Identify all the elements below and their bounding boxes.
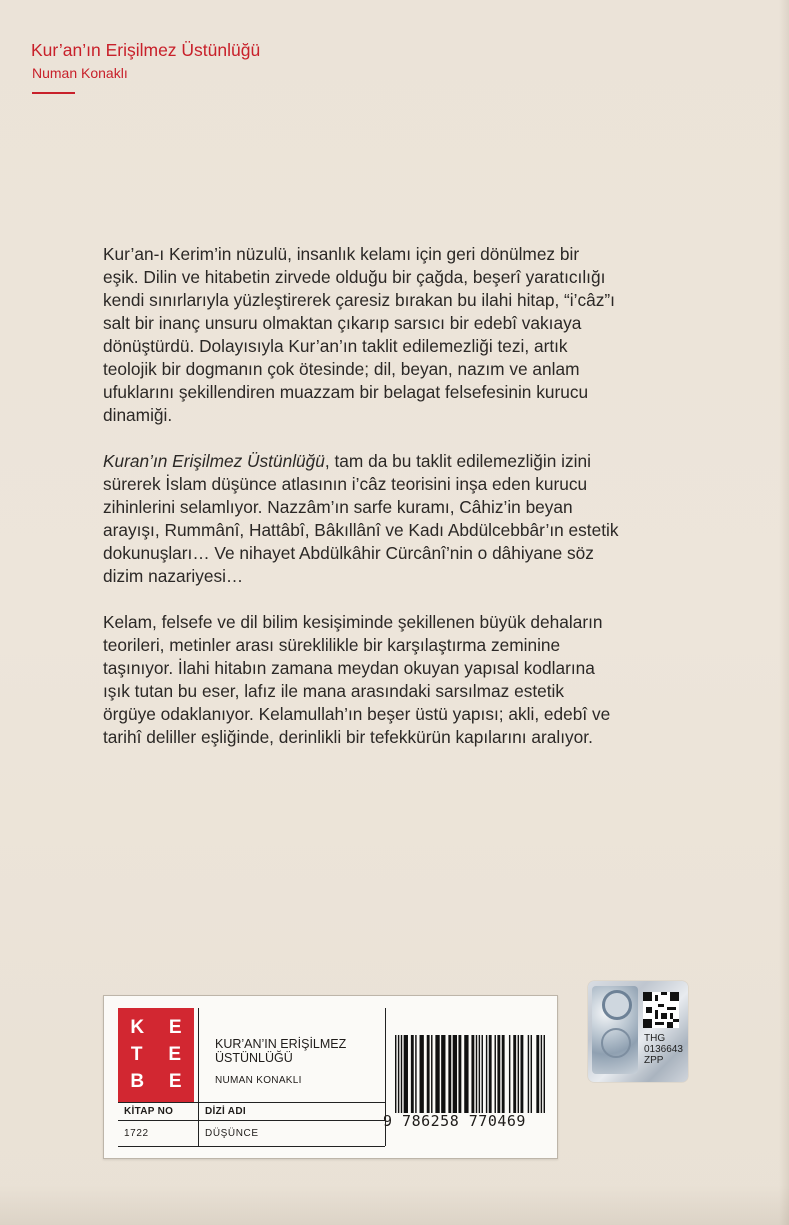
blurb-line-rest: , tam da bu taklit edilemezliğin izini xyxy=(324,451,591,471)
barcode-bar xyxy=(431,1035,432,1113)
blurb xyxy=(103,243,693,772)
barcode-bar xyxy=(398,1035,399,1113)
barcode-bar xyxy=(479,1035,480,1113)
label-rule xyxy=(118,1102,385,1103)
qr-code-icon xyxy=(643,991,679,1029)
barcode-bar xyxy=(509,1035,510,1113)
book-author: Numan Konaklı xyxy=(32,65,128,81)
ketebe-logo xyxy=(118,1008,194,1102)
blurb-line: sürerek İslam düşünce atlasının i’câz teorisini inşa eden kurucu xyxy=(103,474,588,494)
barcode-bar xyxy=(420,1035,424,1113)
blurb-line: taşınıyor. İlahi hitabın zamana meydan okuyan yapısal kodlarına xyxy=(103,658,595,678)
blurb-line: zihinlerini selamlıyor. Nazzâm’ın sarfe kuramı, Câhiz’in beyan xyxy=(103,497,573,517)
barcode-bar xyxy=(415,1035,416,1113)
barcode-bar xyxy=(482,1035,483,1113)
label-title-line: KUR’AN’IN ERİŞİLMEZ xyxy=(215,1037,347,1051)
blurb-line xyxy=(103,450,693,473)
logo-row-2 xyxy=(118,1044,194,1066)
book-no-value: 1722 xyxy=(124,1128,149,1139)
label-rule xyxy=(118,1120,385,1121)
blurb-line: teolojik bir dogmanın çok ötesinde; dil, beyan, nazım ve anlam xyxy=(103,359,580,379)
sticker-code xyxy=(644,1033,683,1066)
label-rule xyxy=(118,1146,385,1147)
barcode-bar xyxy=(497,1035,500,1113)
barcode-bar xyxy=(531,1035,532,1113)
sticker-line: ZPP xyxy=(644,1055,664,1066)
barcode-bar xyxy=(502,1035,505,1113)
barcode-bar xyxy=(541,1035,542,1113)
label-title-line: ÜSTÜNLÜĞÜ xyxy=(215,1051,293,1065)
blurb-line: tarihî deliller eşliğinde, derinlikli bir tefekkürün kapılarını aralıyor. xyxy=(103,727,593,747)
logo-letter: E xyxy=(168,1071,182,1092)
barcode-bar xyxy=(453,1035,457,1113)
blurb-line: dönüştürdü. Dolayısıyla Kur’an’ın taklit edilemezliği tezi, artık xyxy=(103,336,568,356)
blurb-line: salt bir inanç unsuru olmaktan çıkarıp sarsıcı bir edebî vakıaya xyxy=(103,313,582,333)
barcode-bar xyxy=(411,1035,414,1113)
barcode-bar xyxy=(495,1035,496,1113)
blurb-line: teorileri, metinler arası süreklilikle bir karşılaştırma zeminine xyxy=(103,635,561,655)
barcode-bar xyxy=(520,1035,523,1113)
book-title: Kur’an’ın Erişilmez Üstünlüğü xyxy=(31,40,261,60)
barcode-bar xyxy=(435,1035,439,1113)
barcode-bar xyxy=(544,1035,545,1113)
blurb-line: kendi sınırlarıyla yüzleştirerek çaresiz bırakan bu ilahi hitap, “i’câz”ı xyxy=(103,290,615,310)
blurb-line: dokunuşları… Ve nihayet Abdülkâhir Cürcânî’nin o dâhiyane söz xyxy=(103,543,594,563)
barcode-bar xyxy=(458,1035,461,1113)
barcode-bar xyxy=(536,1035,539,1113)
blurb-paragraph-2 xyxy=(103,450,693,588)
barcode-bar xyxy=(476,1035,477,1113)
barcode-bar xyxy=(513,1035,516,1113)
barcode-bar xyxy=(528,1035,529,1113)
blurb-line: dizim nazariyesi… xyxy=(103,566,244,586)
sticker-line: THG xyxy=(644,1033,666,1044)
blurb-line: örgüye odaklanıyor. Kelamullah’ın beşer üstü yapısı; akli, edebî ve xyxy=(103,704,611,724)
bottom-shade xyxy=(0,1185,789,1225)
blurb-line: arayışı, Rummânî, Hattâbî, Bâkıllânî ve Kadı Abdülcebbâr’ın estetik xyxy=(103,520,619,540)
logo-letter: E xyxy=(168,1017,182,1038)
logo-row-3 xyxy=(118,1071,194,1093)
barcode-bar xyxy=(395,1035,396,1113)
header-rule xyxy=(32,92,75,94)
isbn-barcode xyxy=(395,1035,545,1113)
blurb-line: ufuklarını şekillendiren muazzam bir belagat felsefesinin kurucu xyxy=(103,382,589,402)
sticker-line: 0136643 xyxy=(644,1044,683,1055)
blurb-line: dinamiği. xyxy=(103,405,173,425)
hologram xyxy=(592,986,638,1074)
isbn-digits: 9 786258 770469 xyxy=(383,1112,526,1130)
barcode-bar xyxy=(464,1035,468,1113)
blurb-line: eşik. Dilin ve hitabetin zirvede olduğu bir çağda, beşerî yaratıcılığı xyxy=(103,267,606,287)
logo-letter: T xyxy=(130,1044,143,1065)
barcode-bar xyxy=(489,1035,492,1113)
logo-letter: B xyxy=(130,1071,145,1092)
hologram-ring-icon xyxy=(602,990,632,1020)
label-divider xyxy=(198,1008,199,1102)
series-value: DÜŞÜNCE xyxy=(205,1128,259,1139)
blurb-paragraph-1 xyxy=(103,243,693,427)
barcode-bar xyxy=(401,1035,402,1113)
logo-letter: K xyxy=(130,1017,145,1038)
series-header: DİZİ ADI xyxy=(205,1106,246,1117)
barcode-bar xyxy=(448,1035,451,1113)
label-author: NUMAN KONAKLI xyxy=(215,1075,302,1086)
logo-row-1 xyxy=(118,1017,194,1039)
label-cell-divider xyxy=(198,1102,199,1146)
edge-shadow xyxy=(779,0,789,1225)
barcode-bar xyxy=(404,1035,408,1113)
blurb-line: Kelam, felsefe ve dil bilim kesişiminde şekillenen büyük dehaların xyxy=(103,612,603,632)
barcode-bar xyxy=(441,1035,445,1113)
barcode-bar xyxy=(471,1035,474,1113)
barcode-bar xyxy=(427,1035,430,1113)
label-book-title xyxy=(215,1037,385,1065)
blurb-line: Kur’an-ı Kerim’in nüzulü, insanlık kelamı için geri dönülmez bir xyxy=(103,244,580,264)
security-sticker xyxy=(588,981,688,1082)
book-no-header: KİTAP NO xyxy=(124,1106,174,1117)
blurb-line: ışık tutan bu eser, lafız ile mana arasındaki sarsılmaz estetik xyxy=(103,681,565,701)
italic-book-title: Kuran’ın Erişilmez Üstünlüğü xyxy=(103,451,325,471)
logo-letter: E xyxy=(168,1044,182,1065)
barcode-bar xyxy=(518,1035,519,1113)
blurb-paragraph-3 xyxy=(103,611,693,749)
hologram-ring-icon xyxy=(601,1028,631,1058)
barcode-bar xyxy=(486,1035,487,1113)
